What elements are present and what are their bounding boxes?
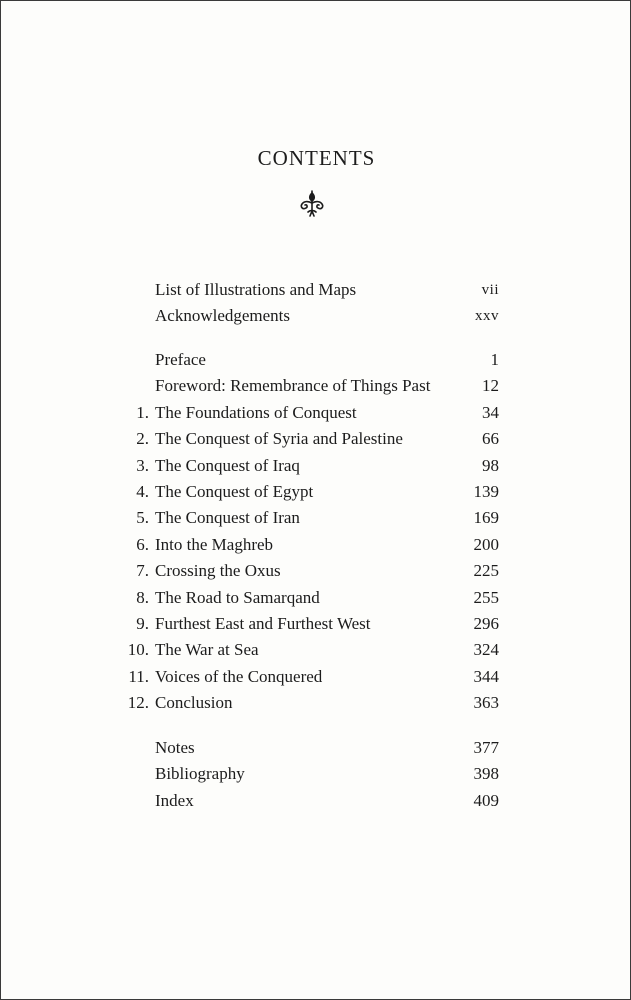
page-number: 12: [482, 376, 499, 396]
chapter-title: Conclusion: [155, 693, 233, 713]
chapter-title: Acknowledgements: [155, 306, 291, 326]
toc-entry: [1, 426, 631, 452]
toc-entry: [1, 453, 631, 479]
page-title: CONTENTS: [257, 146, 376, 170]
page-number: 344: [473, 666, 499, 686]
chapter-number: 7.: [136, 561, 149, 581]
toc-entry: [1, 532, 631, 558]
toc-entry: [1, 558, 631, 584]
chapter-number: 11.: [128, 666, 149, 686]
page-number: 169: [473, 508, 499, 528]
page-number: 324: [473, 640, 499, 660]
toc-entry: [1, 690, 631, 716]
toc-entry: [1, 611, 631, 637]
toc-entry: [1, 479, 631, 505]
page-number: 34: [482, 402, 499, 422]
chapter-number: 9.: [136, 614, 149, 633]
chapter-title: The Road to Samarqand: [155, 587, 320, 607]
toc-entry: [1, 735, 631, 761]
fleuron-ornament-icon: [296, 187, 328, 219]
toc-entry: [1, 347, 631, 373]
chapter-title: The Foundations of Conquest: [155, 402, 357, 422]
page-number: xxv: [475, 308, 499, 325]
toc-entry: [1, 585, 631, 611]
page-number: 98: [482, 455, 499, 475]
chapter-title: Notes: [155, 738, 195, 757]
chapter-title: The Conquest of Egypt: [155, 482, 314, 501]
toc-entry: [1, 664, 631, 690]
toc-entry: [1, 788, 631, 814]
chapter-number: 2.: [136, 429, 149, 449]
toc-entry: [1, 277, 631, 303]
page-number: 225: [473, 561, 499, 581]
toc-entry: [1, 400, 631, 426]
toc-entry: [1, 303, 631, 329]
chapter-title: Bibliography: [155, 764, 245, 784]
chapter-number: 5.: [136, 508, 149, 528]
chapter-title: Crossing the Oxus: [155, 561, 281, 581]
chapter-number: 8.: [136, 587, 149, 607]
chapter-title: The Conquest of Iraq: [155, 455, 300, 475]
chapter-title: The Conquest of Iran: [155, 508, 300, 528]
chapter-number: 6.: [136, 534, 149, 554]
page-number: 66: [482, 429, 499, 449]
toc-entry: [1, 505, 631, 531]
chapter-title: List of Illustrations and Maps: [155, 280, 357, 299]
page-number: 363: [473, 693, 499, 713]
chapter-title: The War at Sea: [155, 640, 259, 660]
chapter-title: Voices of the Conquered: [155, 666, 323, 686]
page-number: 409: [473, 790, 499, 810]
chapter-number: 1.: [136, 402, 149, 422]
chapter-title: Preface: [155, 350, 206, 369]
page-number: 377: [473, 738, 499, 757]
page-number: 296: [473, 614, 499, 633]
page-number: 1: [490, 350, 499, 369]
page-number: 398: [473, 764, 499, 784]
chapter-title: Into the Maghreb: [155, 534, 274, 554]
toc-entry: [1, 761, 631, 787]
chapter-title: The Conquest of Syria and Palestine: [155, 429, 403, 449]
page-number: vii: [481, 282, 499, 298]
page-number: 200: [473, 534, 499, 554]
toc-entry: [1, 373, 631, 399]
chapter-number: 12.: [127, 693, 149, 713]
page-number: 139: [473, 482, 499, 501]
toc-entry: [1, 637, 631, 663]
chapter-title: Foreword: Remembrance of Things Past: [155, 376, 431, 396]
chapter-number: 3.: [136, 455, 149, 475]
chapter-title: Index: [155, 790, 194, 810]
chapter-title: Furthest East and Furthest West: [155, 614, 371, 633]
chapter-number: 4.: [136, 482, 149, 501]
chapter-number: 10.: [127, 640, 149, 660]
page-number: 255: [473, 587, 499, 607]
